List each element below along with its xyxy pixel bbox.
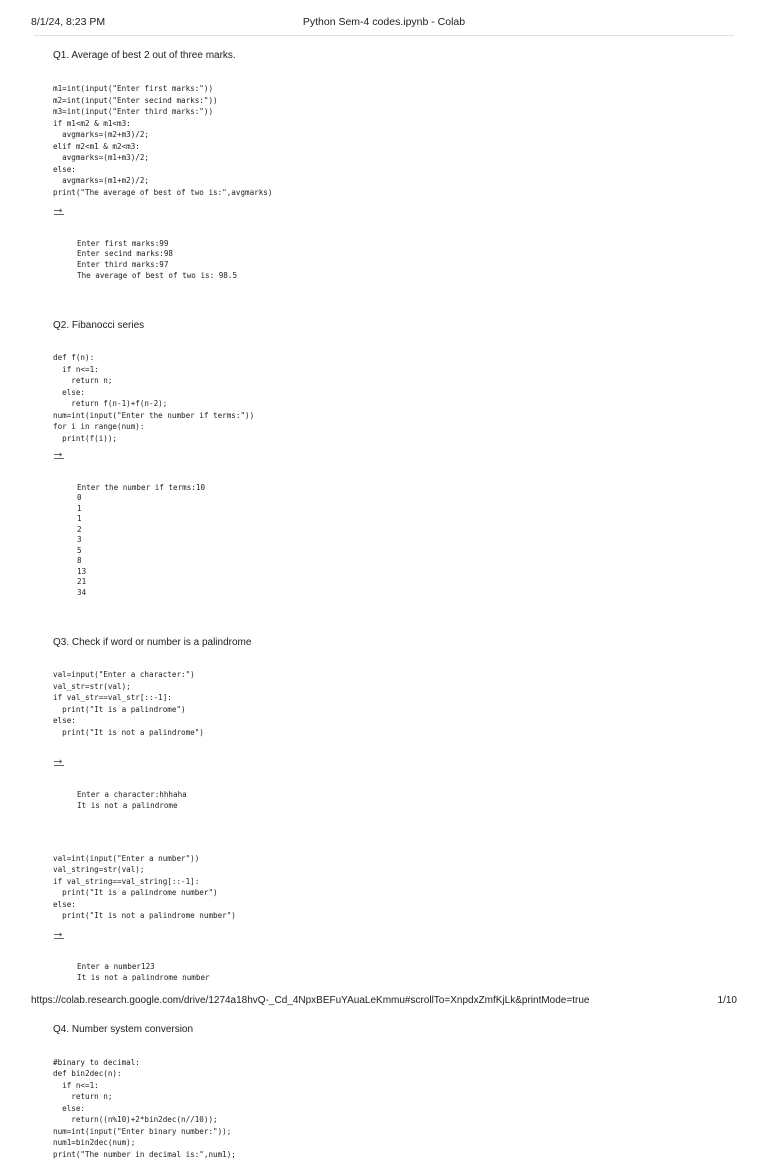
output-arrow-icon[interactable] <box>53 452 65 461</box>
q1-heading: Q1. Average of best 2 out of three marks. <box>53 50 236 61</box>
q2-output-text: Enter the number if terms:10 0 1 1 2 3 5 8 13 21 34 <box>77 482 206 597</box>
q1-output <box>53 207 733 302</box>
q4-code-cell[interactable]: #binary to decimal: def bin2dec(n): if n<=1: return n; else: return((n%10)+2*bin2dec(n//10)); num=int(input("Enter binary number:")); num1=bin2dec(num); print("The number in decimal is:",num1); <box>53 1057 236 1159</box>
q3-code-cell-number[interactable]: val=int(input("Enter a number")) val_string=str(val); if val_string==val_string[::-1]: print("It is a palindrome number") else: print("It is not a palindrome number") <box>53 853 236 920</box>
page-url: https://colab.research.google.com/drive/1274a18hvQ-_Cd_4NpxBEFuYAuaLeKmmu#scrollTo=XnpdxZmfKjLk&printMode=true <box>31 995 590 1006</box>
q2-code-cell[interactable]: def f(n): if n<=1: return n; else: return f(n-1)+f(n-2); num=int(input("Enter the number if terms:")) for i in range(num): print(f(i)); <box>53 353 255 443</box>
q3-output-word-text: Enter a character:hhhaha It is not a palindrome <box>77 790 187 810</box>
q3-code-cell-word[interactable]: val=input("Enter a character:") val_str=str(val); if val_str==val_str[::-1]: print("It is a palindrome") else: print("It is not a palindrome") <box>53 670 204 737</box>
q3-output-number-text: Enter a number123 It is not a palindrome number <box>77 962 210 982</box>
output-arrow-icon[interactable] <box>53 932 65 941</box>
print-header <box>31 16 737 30</box>
page-number: 1/10 <box>717 995 737 1006</box>
q2-heading: Q2. Fibanocci series <box>53 320 145 332</box>
q3-output-word <box>53 758 733 832</box>
q4-heading: Q4. Number system conversion <box>53 1023 194 1035</box>
output-arrow-icon[interactable] <box>53 759 65 768</box>
document-title: Python Sem-4 codes.ipynb - Colab <box>302 16 466 28</box>
q3-output-number <box>53 931 733 1005</box>
q3-heading: Q3. Check if word or number is a palindrome <box>53 637 252 649</box>
print-footer <box>31 995 737 1009</box>
header-divider <box>34 35 734 36</box>
q2-output <box>53 451 733 619</box>
notebook-content <box>53 49 733 1160</box>
q1-code-cell[interactable]: m1=int(input("Enter first marks:")) m2=int(input("Enter secind marks:")) m3=int(input("Enter third marks:")) if m1<m2 & m1<m3: avgmarks=(m2+m3)/2; elif m2<m1 & m2<m3: avgmarks=(m1+m3)/2; else: avgmarks=(m1+m2)/2; print("The average of best of two is:",avgmarks) <box>53 84 273 197</box>
print-datetime: 8/1/24, 8:23 PM <box>31 16 106 28</box>
q1-output-text: Enter first marks:99 Enter secind marks:98 Enter third marks:97 The average of best of two is: 98.5 <box>77 238 238 280</box>
output-arrow-icon[interactable] <box>53 208 65 217</box>
